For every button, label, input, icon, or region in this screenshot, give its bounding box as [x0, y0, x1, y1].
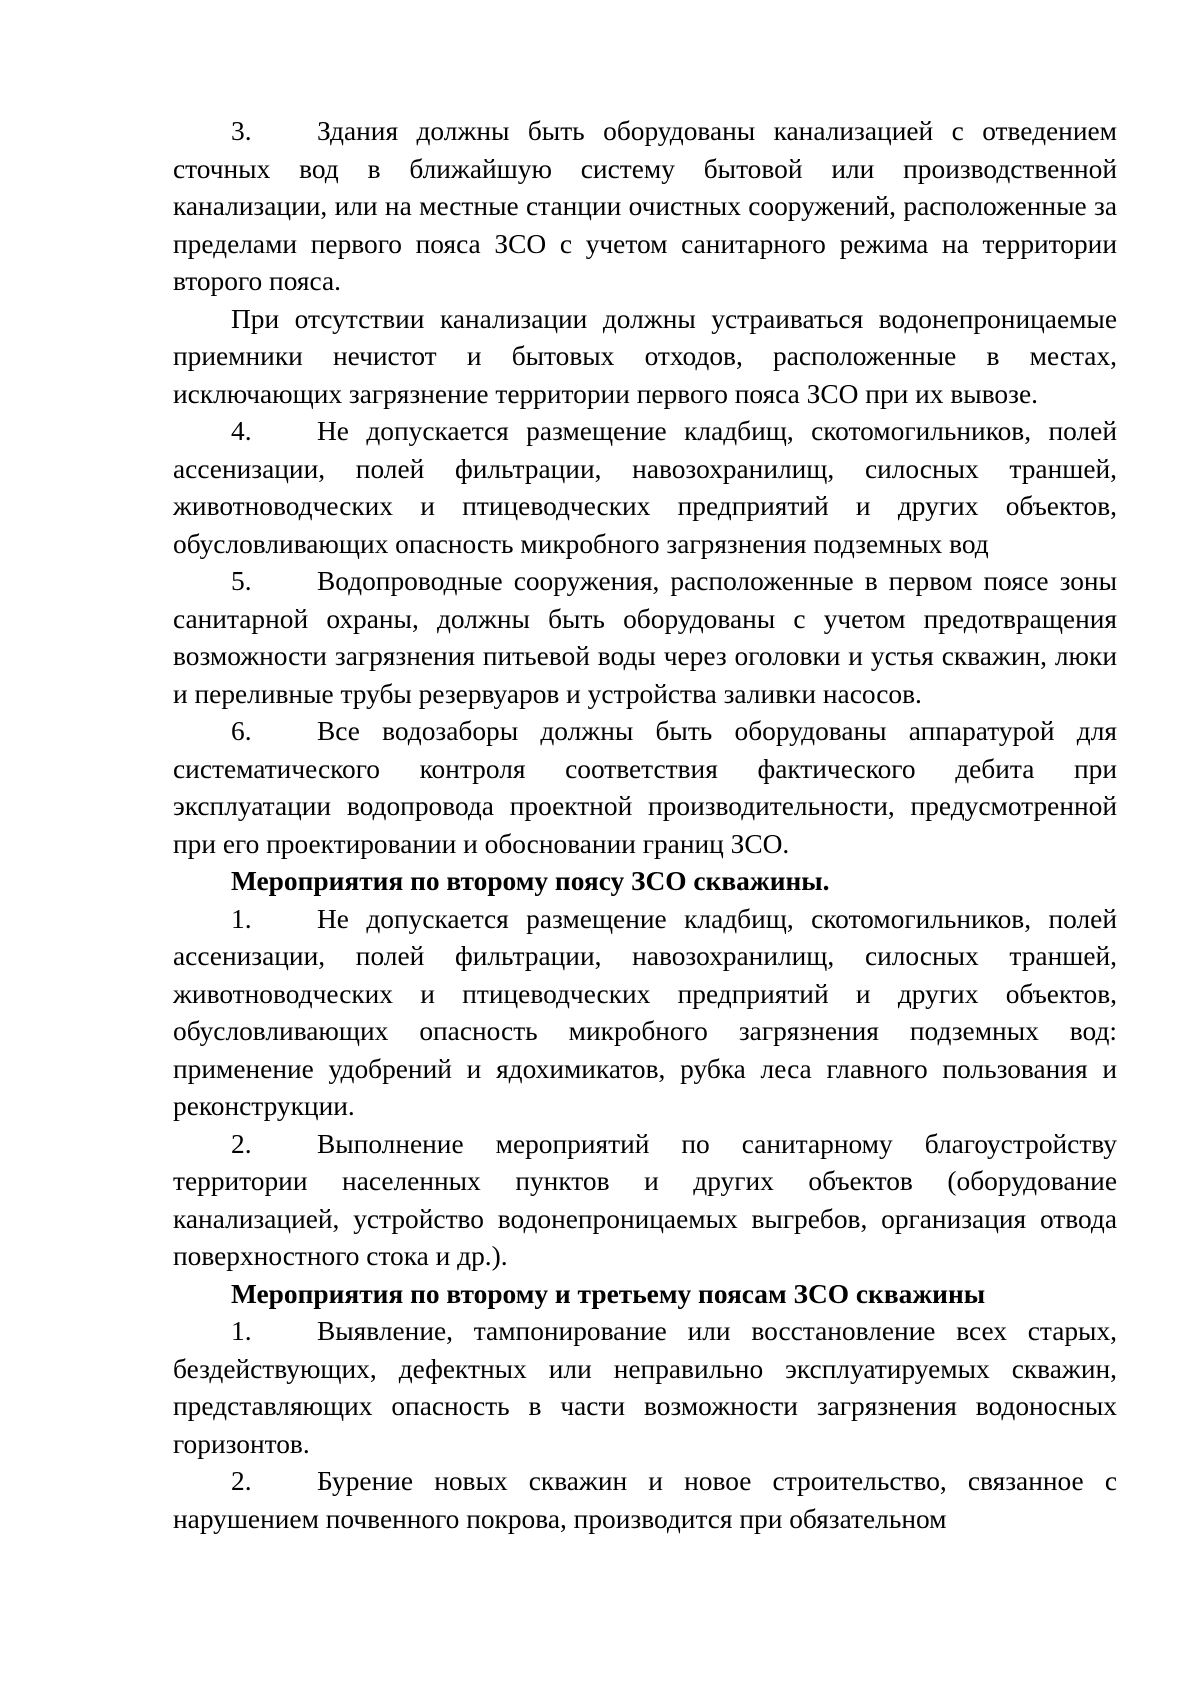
item-number: 2.: [231, 1128, 252, 1159]
list-item: [173, 1463, 1117, 1538]
item-text: Здания должны быть оборудованы канализацией с отведением сточных вод в ближайшую систему бытовой или производственной канализации, или на местные станции очистных сооружений, расположенные за пределами первого пояса ЗСО с учетом санитарного режима на территории второго пояса.: [173, 116, 1117, 296]
item-number: 3.: [231, 116, 252, 146]
document-page: [173, 113, 1117, 1538]
item-text: Не допускается размещение кладбищ, скотомогильников, полей ассенизации, полей фильтрации, навозохранилищ, силосных траншей, животноводческих и птицеводческих предприятий и других объектов, обусловливающих опасность микробного загрязнения подземных вод: применение удобрений и ядохимикатов, рубка леса главного пользования и реконструкции.: [173, 903, 1117, 1121]
list-item: [173, 563, 1117, 713]
list-item: [173, 113, 1117, 301]
item-text: Бурение новых скважин и новое строительство, связанное с нарушением почвенного покрова, производится при обязательном: [173, 1466, 1117, 1534]
item-text: Не допускается размещение кладбищ, скотомогильников, полей ассенизации, полей фильтрации, навозохранилищ, силосных траншей, животноводческих и птицеводческих предприятий и других объектов, обусловливающих опасность микробного загрязнения подземных вод: [173, 416, 1117, 559]
list-item: [173, 713, 1117, 863]
list-item: [173, 413, 1117, 563]
item-number: 4.: [231, 416, 252, 446]
item-text: Выявление, тампонирование или восстановление всех старых, бездействующих, дефектных или неправильно эксплуатируемых скважин, представляющих опасность в части возможности загрязнения водоносных горизонтов.: [173, 1316, 1117, 1459]
item-number: 5.: [231, 566, 252, 596]
item-number: 1.: [231, 903, 252, 934]
item-text: Выполнение мероприятий по санитарному благоустройству территории населенных пунктов и других объектов (оборудование канализацией, устройство водонепроницаемых выгребов, организация отвода поверхностного стока и др.).: [173, 1128, 1117, 1271]
item-number: 2.: [231, 1466, 252, 1496]
item-number: 1.: [231, 1316, 252, 1346]
list-item: [173, 1313, 1117, 1463]
item-text: Водопроводные сооружения, расположенные в первом поясе зоны санитарной охраны, должны быть оборудованы с учетом предотвращения возможности загрязнения питьевой воды через оголовки и устья скважин, люки и переливные трубы резервуаров и устройства заливки насосов.: [173, 566, 1117, 709]
paragraph: При отсутствии канализации должны устраиваться водонепроницаемые приемники нечистот и бытовых отходов, расположенные в местах, исключающих загрязнение территории первого пояса ЗСО при их вывозе.: [173, 303, 1117, 409]
list-item: [173, 1126, 1117, 1276]
section-heading: Мероприятия по второму поясу ЗСО скважины.: [231, 866, 830, 896]
item-text: Все водозаборы должны быть оборудованы аппаратурой для систематического контроля соответствия фактического дебита при эксплуатации водопровода проектной производительности, предусмотренной при его проектировании и обосновании границ ЗСО.: [173, 716, 1117, 859]
item-number: 6.: [231, 716, 252, 746]
list-item: [173, 901, 1117, 1126]
section-heading: Мероприятия по второму и третьему поясам ЗСО скважины: [231, 1278, 986, 1309]
